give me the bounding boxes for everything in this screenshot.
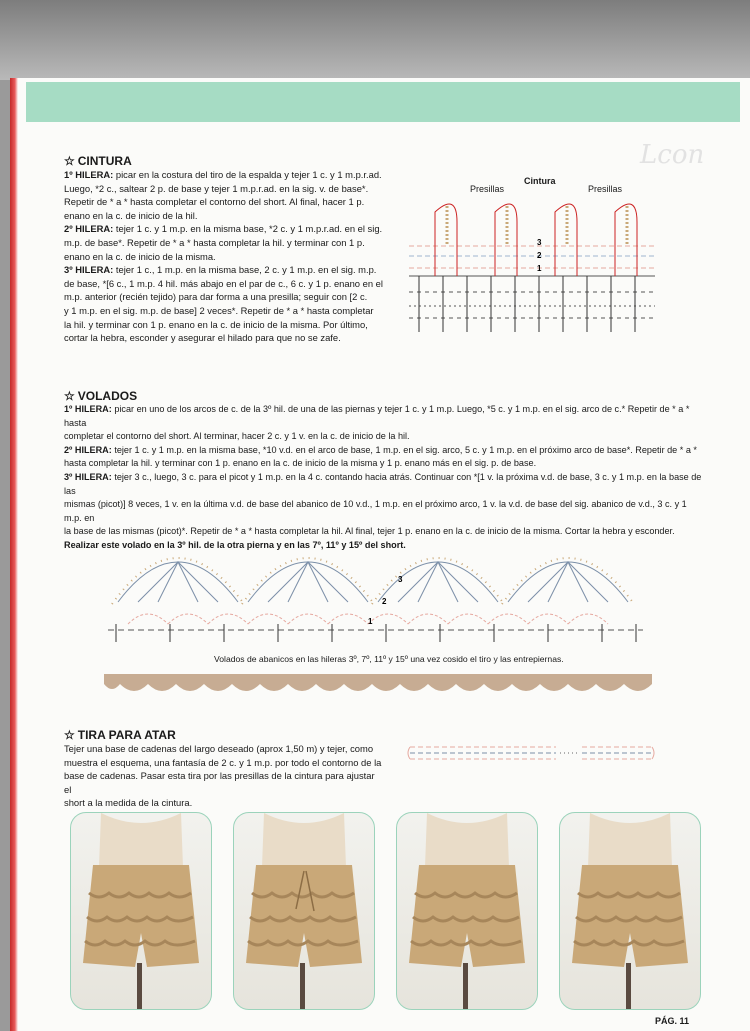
star-icon: ☆ bbox=[64, 728, 75, 742]
product-photo-3 bbox=[396, 812, 538, 1010]
page-spine bbox=[10, 78, 18, 1031]
diagram-row-num: 3 bbox=[537, 238, 542, 247]
text-line: y 1 m.p. en el sig. m.p. de base] 2 veces*. Repetir de * a * hasta completar bbox=[64, 304, 374, 316]
diagram-row-num: 2 bbox=[382, 597, 387, 606]
volados-instructions bbox=[64, 403, 704, 553]
volados-scallop-edge bbox=[104, 674, 652, 698]
diagram-row-num: 2 bbox=[537, 251, 542, 260]
fan-motif bbox=[248, 562, 368, 602]
text-line: Repetir de * a * hasta completar el contorno del short. Al final, hacer 1 p. bbox=[64, 196, 365, 208]
diagram-row-num: 1 bbox=[537, 264, 542, 273]
product-photo-2 bbox=[233, 812, 375, 1010]
shorts-photo-illustration bbox=[397, 813, 537, 1009]
background-watermark: Lcon bbox=[640, 140, 705, 170]
diagram-row-num: 1 bbox=[368, 617, 373, 626]
text-line: m.p. anterior (recién tejido) para dar forma a una presilla; seguir con [2 c. bbox=[64, 291, 368, 303]
diagram-row-num: 3 bbox=[398, 575, 403, 584]
text-line: Luego, *2 c., saltear 2 p. de base y tejer 1 m.p.r.ad. en la sig. v. de base*. bbox=[64, 182, 369, 194]
volados-row-2: 2º HILERA: tejer 1 c. y 1 m.p. en la misma base, *10 v.d. en el arco de base, 1 m.p. en el sig. arco, 5 c. y 1 m.p. en el próximo arco de base*. Repetir de * a * bbox=[64, 444, 697, 455]
shorts-photo-illustration bbox=[71, 813, 211, 1009]
text-line: enano en la c. de inicio de la misma. bbox=[64, 250, 216, 262]
text-line: mismas (picot)] 8 veces, 1 v. en la última v.d. de base del abanico de 10 v.d., 1 m.p. en el próximo arco, 1 v. la v.d. de base del sig. abanico de v.d., 3 c. y 1 m.p. en bbox=[64, 499, 687, 523]
volados-row-3: 3º HILERA: tejer 3 c., luego, 3 c. para el picot y 1 m.p. en la 4 c. contando hacia atrás. Continuar con *[1 v. la próxima v.d. de base, 3 c. y 1 m.p. en la base de las bbox=[64, 471, 702, 496]
text-line: la hil. y terminar con 1 p. enano en la c. de inicio de la misma. Por último, bbox=[64, 318, 368, 330]
tira-title: ☆ TIRA PARA ATAR bbox=[64, 728, 176, 742]
text-line: muestra el esquema, una fantasía de 2 c. y 1 m.p. por todo el contorno de la bbox=[64, 756, 382, 768]
cintura-title: ☆ CINTURA bbox=[64, 154, 132, 168]
star-icon: ☆ bbox=[64, 154, 75, 168]
header-band bbox=[26, 82, 740, 122]
cintura-row-2: 2º HILERA: tejer 1 c. y 1 m.p. en la misma base, *2 c. y 1 m.p.r.ad. en el sig. bbox=[64, 223, 383, 235]
shorts-photo-illustration bbox=[234, 813, 374, 1009]
fan-motif bbox=[508, 562, 628, 602]
star-icon: ☆ bbox=[64, 389, 75, 403]
cintura-diagram bbox=[405, 192, 660, 340]
scan-background bbox=[0, 0, 750, 80]
cintura-row-1: 1º HILERA: picar en la costura del tiro de la espalda y tejer 1 c. y 1 m.p.r.ad. bbox=[64, 169, 382, 180]
text-line: enano en la c. de inicio de la hil. bbox=[64, 209, 198, 221]
text-line: de base, *[6 c., 1 m.p. 4 hil. más abajo en el par de c., 6 c. y 1 p. enano en el bbox=[64, 277, 383, 289]
cintura-row-3: 3º HILERA: tejer 1 c., 1 m.p. en la misma base, 2 c. y 1 m.p. en el sig. m.p. bbox=[64, 264, 377, 276]
text-line: la base de las mismas (picot)*. Repetir de * a * hasta completar la hil. Al final, tejer 1 p. enano en la c. de inicio de la misma. Cortar la hebra y esconder. bbox=[64, 526, 675, 537]
fan-motif bbox=[118, 562, 238, 602]
product-photo-4 bbox=[559, 812, 701, 1010]
cintura-diagram-title: Cintura bbox=[524, 176, 556, 186]
text-line: m.p. de base*. Repetir de * a * hasta completar la hil. y terminar con 1 p. bbox=[64, 236, 365, 248]
volados-title: ☆ VOLADOS bbox=[64, 389, 138, 403]
fan-motif bbox=[378, 562, 498, 602]
text-line: Realizar este volado en la 3º hil. de la otra pierna y en las 7º, 11º y 15º del short. bbox=[64, 539, 406, 550]
text-line: Tejer una base de cadenas del largo deseado (aprox 1,50 m) y tejer, como bbox=[64, 743, 374, 754]
shorts-photo-illustration bbox=[560, 813, 700, 1009]
page-number: PÁG. 11 bbox=[655, 1016, 690, 1026]
presillas-label-right: Presillas bbox=[588, 184, 623, 194]
volados-caption: Volados de abanicos en las hileras 3º, 7º, 11º y 15º una vez cosido el tiro y las entrepiernas. bbox=[214, 654, 564, 664]
text-line: short a la medida de la cintura. bbox=[64, 797, 193, 809]
text-line: completar el contorno del short. Al terminar, hacer 2 c. y 1 v. en la c. de inicio de la hil. bbox=[64, 431, 410, 442]
tira-diagram bbox=[406, 740, 656, 766]
text-line: base de cadenas. Pasar esta tira por las presillas de la cintura para ajustar el bbox=[64, 770, 375, 795]
volados-row-1: 1º HILERA: picar en uno de los arcos de c. de la 3º hil. de una de las piernas y tejer 1 c. y 1 m.p. Luego, *5 c. y 1 m.p. en el sig. arco de c.* Repetir de * a * hasta bbox=[64, 404, 690, 428]
text-line: hasta completar la hil. y terminar con 1 p. enano en la c. de inicio de la misma y 1 p. enano más en el sig. p. de base. bbox=[64, 458, 537, 469]
product-photo-1 bbox=[70, 812, 212, 1010]
presillas-label-left: Presillas bbox=[470, 184, 505, 194]
tira-instructions bbox=[64, 742, 384, 810]
cintura-instructions bbox=[64, 168, 404, 345]
volados-diagram bbox=[108, 532, 648, 650]
text-line: cortar la hebra, esconder y asegurar el hilado para que no se zafe. bbox=[64, 332, 341, 344]
